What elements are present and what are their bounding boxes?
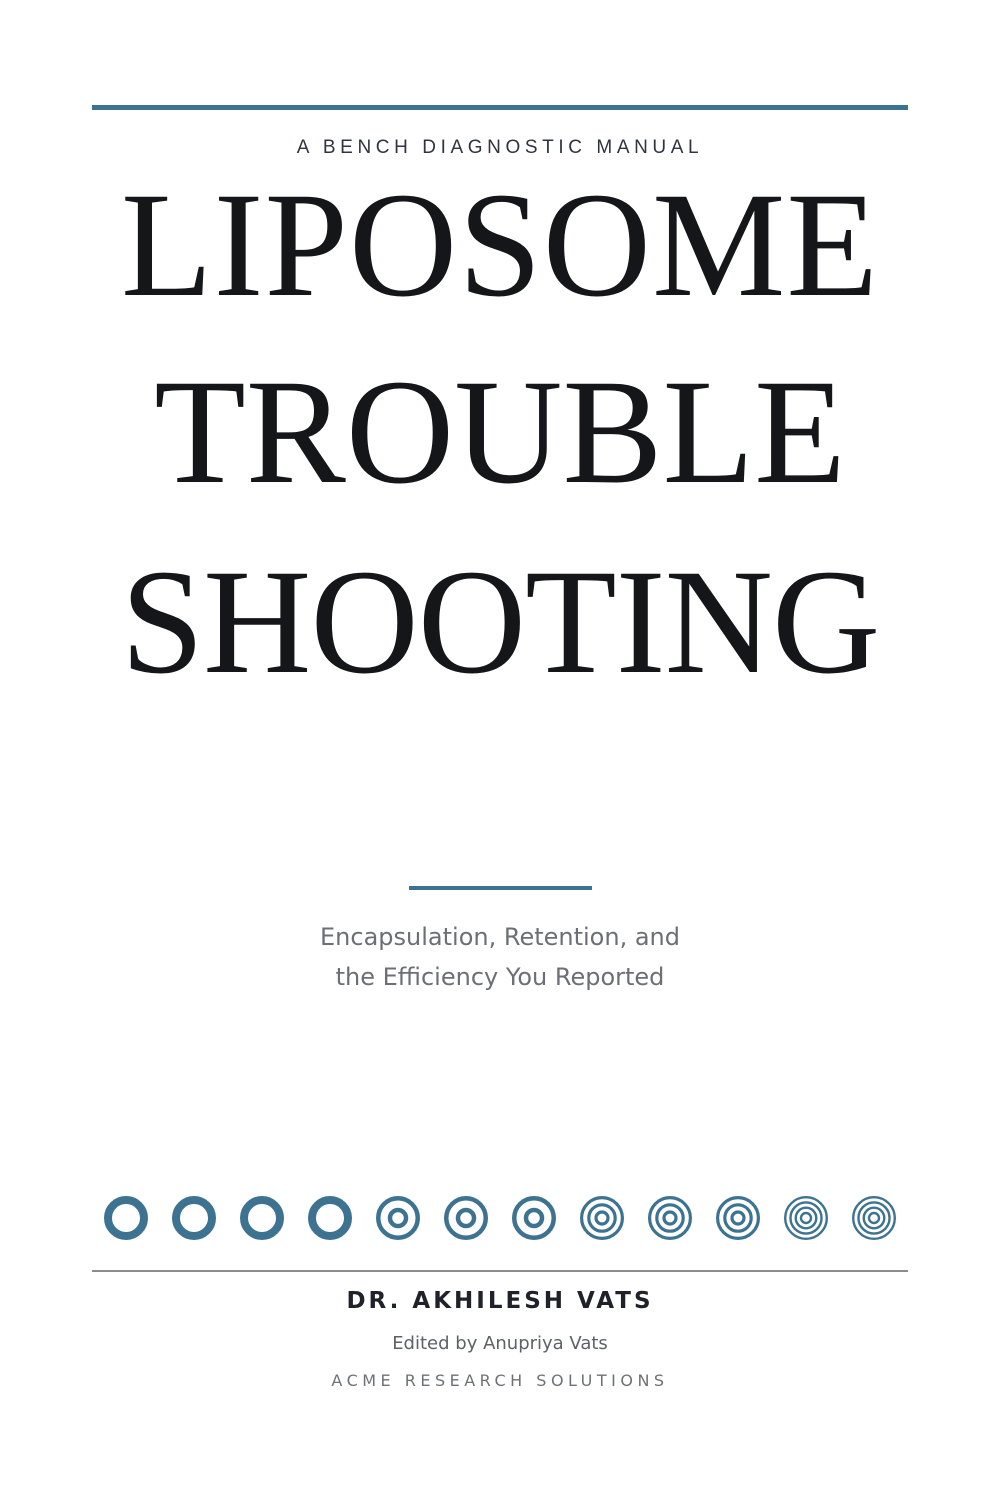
title-line-3: SHOOTING <box>120 539 880 705</box>
publisher-name: ACME RESEARCH SOLUTIONS <box>331 1371 669 1390</box>
concentric-ring-icon <box>176 1200 212 1236</box>
ring-motif-row <box>92 1187 908 1249</box>
concentric-ring-icon <box>378 1198 418 1238</box>
concentric-ring-icon <box>582 1198 623 1239</box>
subtitle-line-2: the Efficiency You Reported <box>335 963 665 991</box>
concentric-ring-icon <box>312 1200 348 1236</box>
concentric-ring-icon <box>650 1198 691 1239</box>
title-line-1: LIPOSOME <box>120 162 880 328</box>
concentric-ring-icon <box>718 1198 759 1239</box>
editor-credit: Edited by Anupriya Vats <box>392 1333 608 1354</box>
title-line-2: TROUBLE <box>154 349 846 515</box>
concentric-ring-icon <box>244 1200 280 1236</box>
concentric-ring-icon <box>446 1198 486 1238</box>
bottom-divider-rule <box>92 1270 908 1272</box>
top-accent-rule <box>92 105 908 110</box>
concentric-ring-icon <box>853 1197 895 1239</box>
mid-accent-rule <box>409 886 592 890</box>
series-kicker: A BENCH DIAGNOSTIC MANUAL <box>296 137 704 158</box>
concentric-ring-icon <box>108 1200 144 1236</box>
author-name: DR. AKHILESH VATS <box>346 1288 654 1314</box>
concentric-ring-icon <box>514 1198 554 1238</box>
subtitle-line-1: Encapsulation, Retention, and <box>320 923 680 951</box>
concentric-ring-icon <box>785 1197 827 1239</box>
